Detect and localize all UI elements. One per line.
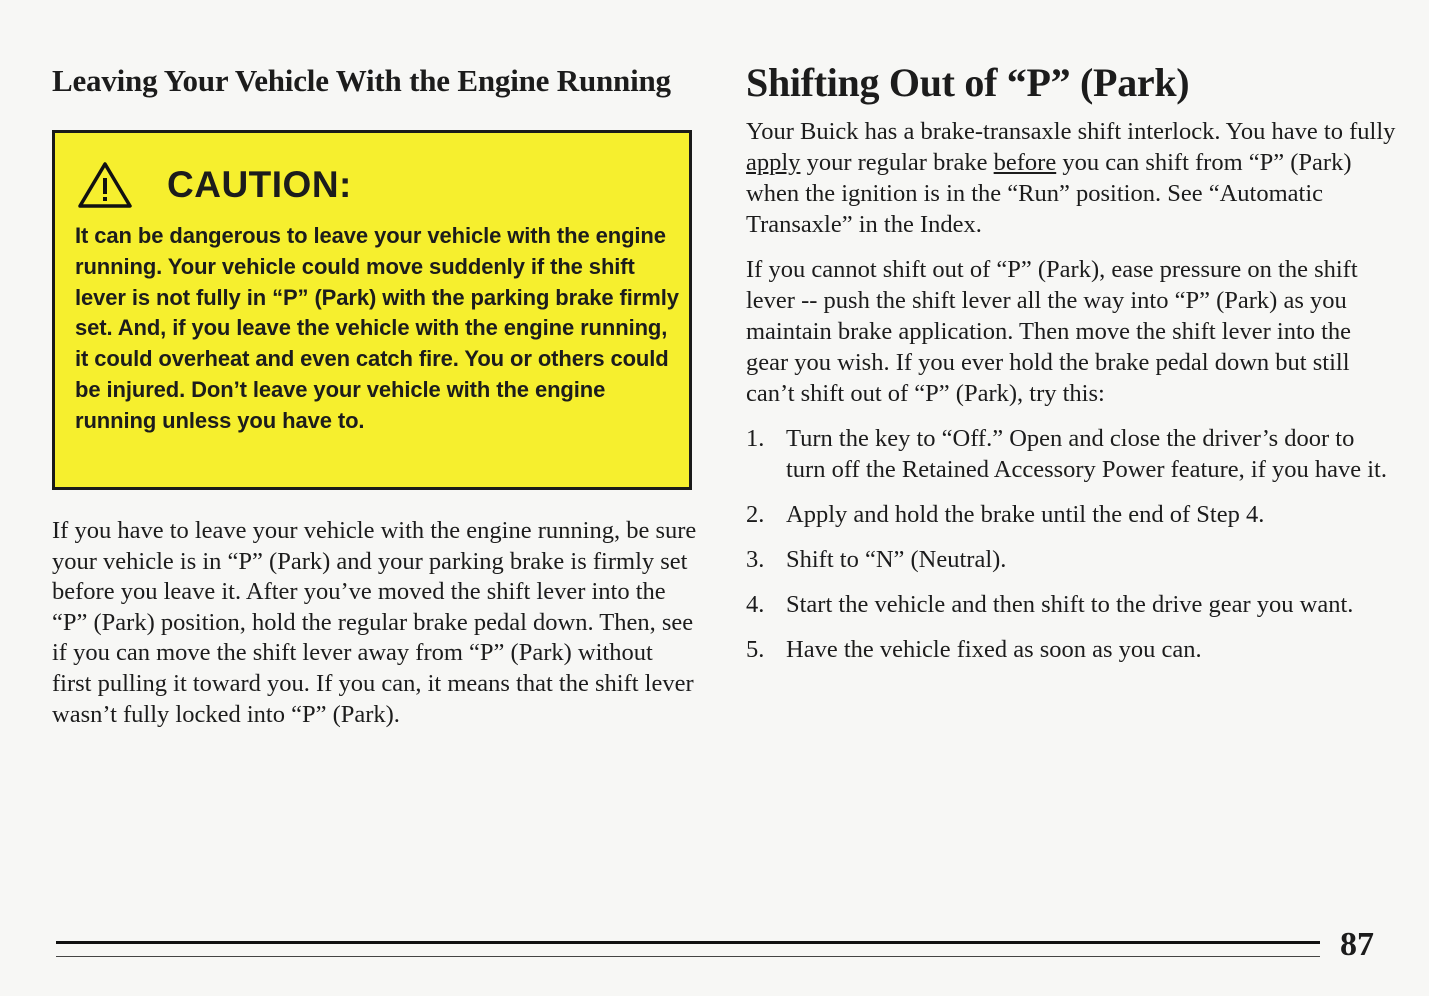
right-column xyxy=(746,60,1396,679)
page-number: 87 xyxy=(1340,926,1374,963)
step-text: Have the vehicle fixed as soon as you can. xyxy=(786,636,1202,663)
caution-title: CAUTION: xyxy=(167,164,352,205)
interlock-text-a: Your Buick has a brake-transaxle shift interlock. You have to fully xyxy=(746,118,1396,145)
list-item xyxy=(746,589,1396,620)
step-text: Apply and hold the brake until the end of Step 4. xyxy=(786,501,1265,528)
step-number: 5. xyxy=(746,636,765,663)
step-number: 2. xyxy=(746,501,765,528)
underlined-before: before xyxy=(993,149,1057,176)
footer-rule xyxy=(56,941,1320,944)
body-paragraph-interlock xyxy=(746,116,1396,240)
body-paragraph-leaving-vehicle: If you have to leave your vehicle with the engine running, be sure your vehicle is in “P” (Park) and your parking brake is firmly set before you leave it. After you’ve moved the shift lever into the “P” (Park) position, hold the regular brake pedal down. Then, see if you can move the shift lever away from “P” (Park) without first pulling it toward you. If you can, it means that the shift lever wasn’t fully locked into “P” (Park). xyxy=(52,517,697,728)
list-item xyxy=(746,423,1396,485)
step-text: Start the vehicle and then shift to the drive gear you want. xyxy=(786,591,1354,618)
step-number: 3. xyxy=(746,546,765,573)
caution-text: It can be dangerous to leave your vehicle with the engine running. Your vehicle could move suddenly if the shift lever is not fully in “P” (Park) with the parking brake firmly set. And, if you leave the vehicle with the engine running, it could overheat and even catch fire. You or others could be injured. Don’t leave your vehicle with the engine running unless you have to. xyxy=(75,223,679,433)
section-heading-shifting-out-of-park: Shifting Out of “P” (Park) xyxy=(746,60,1190,105)
footer-rule-thin xyxy=(56,956,1320,957)
list-item xyxy=(746,634,1396,665)
left-column xyxy=(52,62,702,755)
caution-header xyxy=(77,161,352,209)
steps-list xyxy=(746,423,1396,665)
section-heading-leaving-vehicle: Leaving Your Vehicle With the Engine Running xyxy=(52,63,671,98)
body-paragraph-cannot-shift: If you cannot shift out of “P” (Park), ease pressure on the shift lever -- push the shift lever all the way into “P” (Park) as you maintain brake application. Then move the shift lever into the gear you wish. If you ever hold the brake pedal down but still can’t shift out of “P” (Park), try this: xyxy=(746,256,1358,407)
interlock-text-c: you can shift from “P” (Park) when the ignition is in the “Run” position. See “Automatic Transaxle” in the Index. xyxy=(746,149,1352,238)
step-text: Shift to “N” (Neutral). xyxy=(786,546,1007,573)
step-number: 1. xyxy=(746,425,765,452)
underlined-apply: apply xyxy=(746,149,801,176)
caution-box xyxy=(52,130,692,490)
interlock-text-b: your regular brake xyxy=(800,149,994,176)
step-text: Turn the key to “Off.” Open and close the driver’s door to turn off the Retained Accessory Power feature, if you have it. xyxy=(786,425,1387,483)
warning-triangle-icon xyxy=(77,161,133,209)
list-item xyxy=(746,499,1396,530)
list-item xyxy=(746,544,1396,575)
step-number: 4. xyxy=(746,591,765,618)
